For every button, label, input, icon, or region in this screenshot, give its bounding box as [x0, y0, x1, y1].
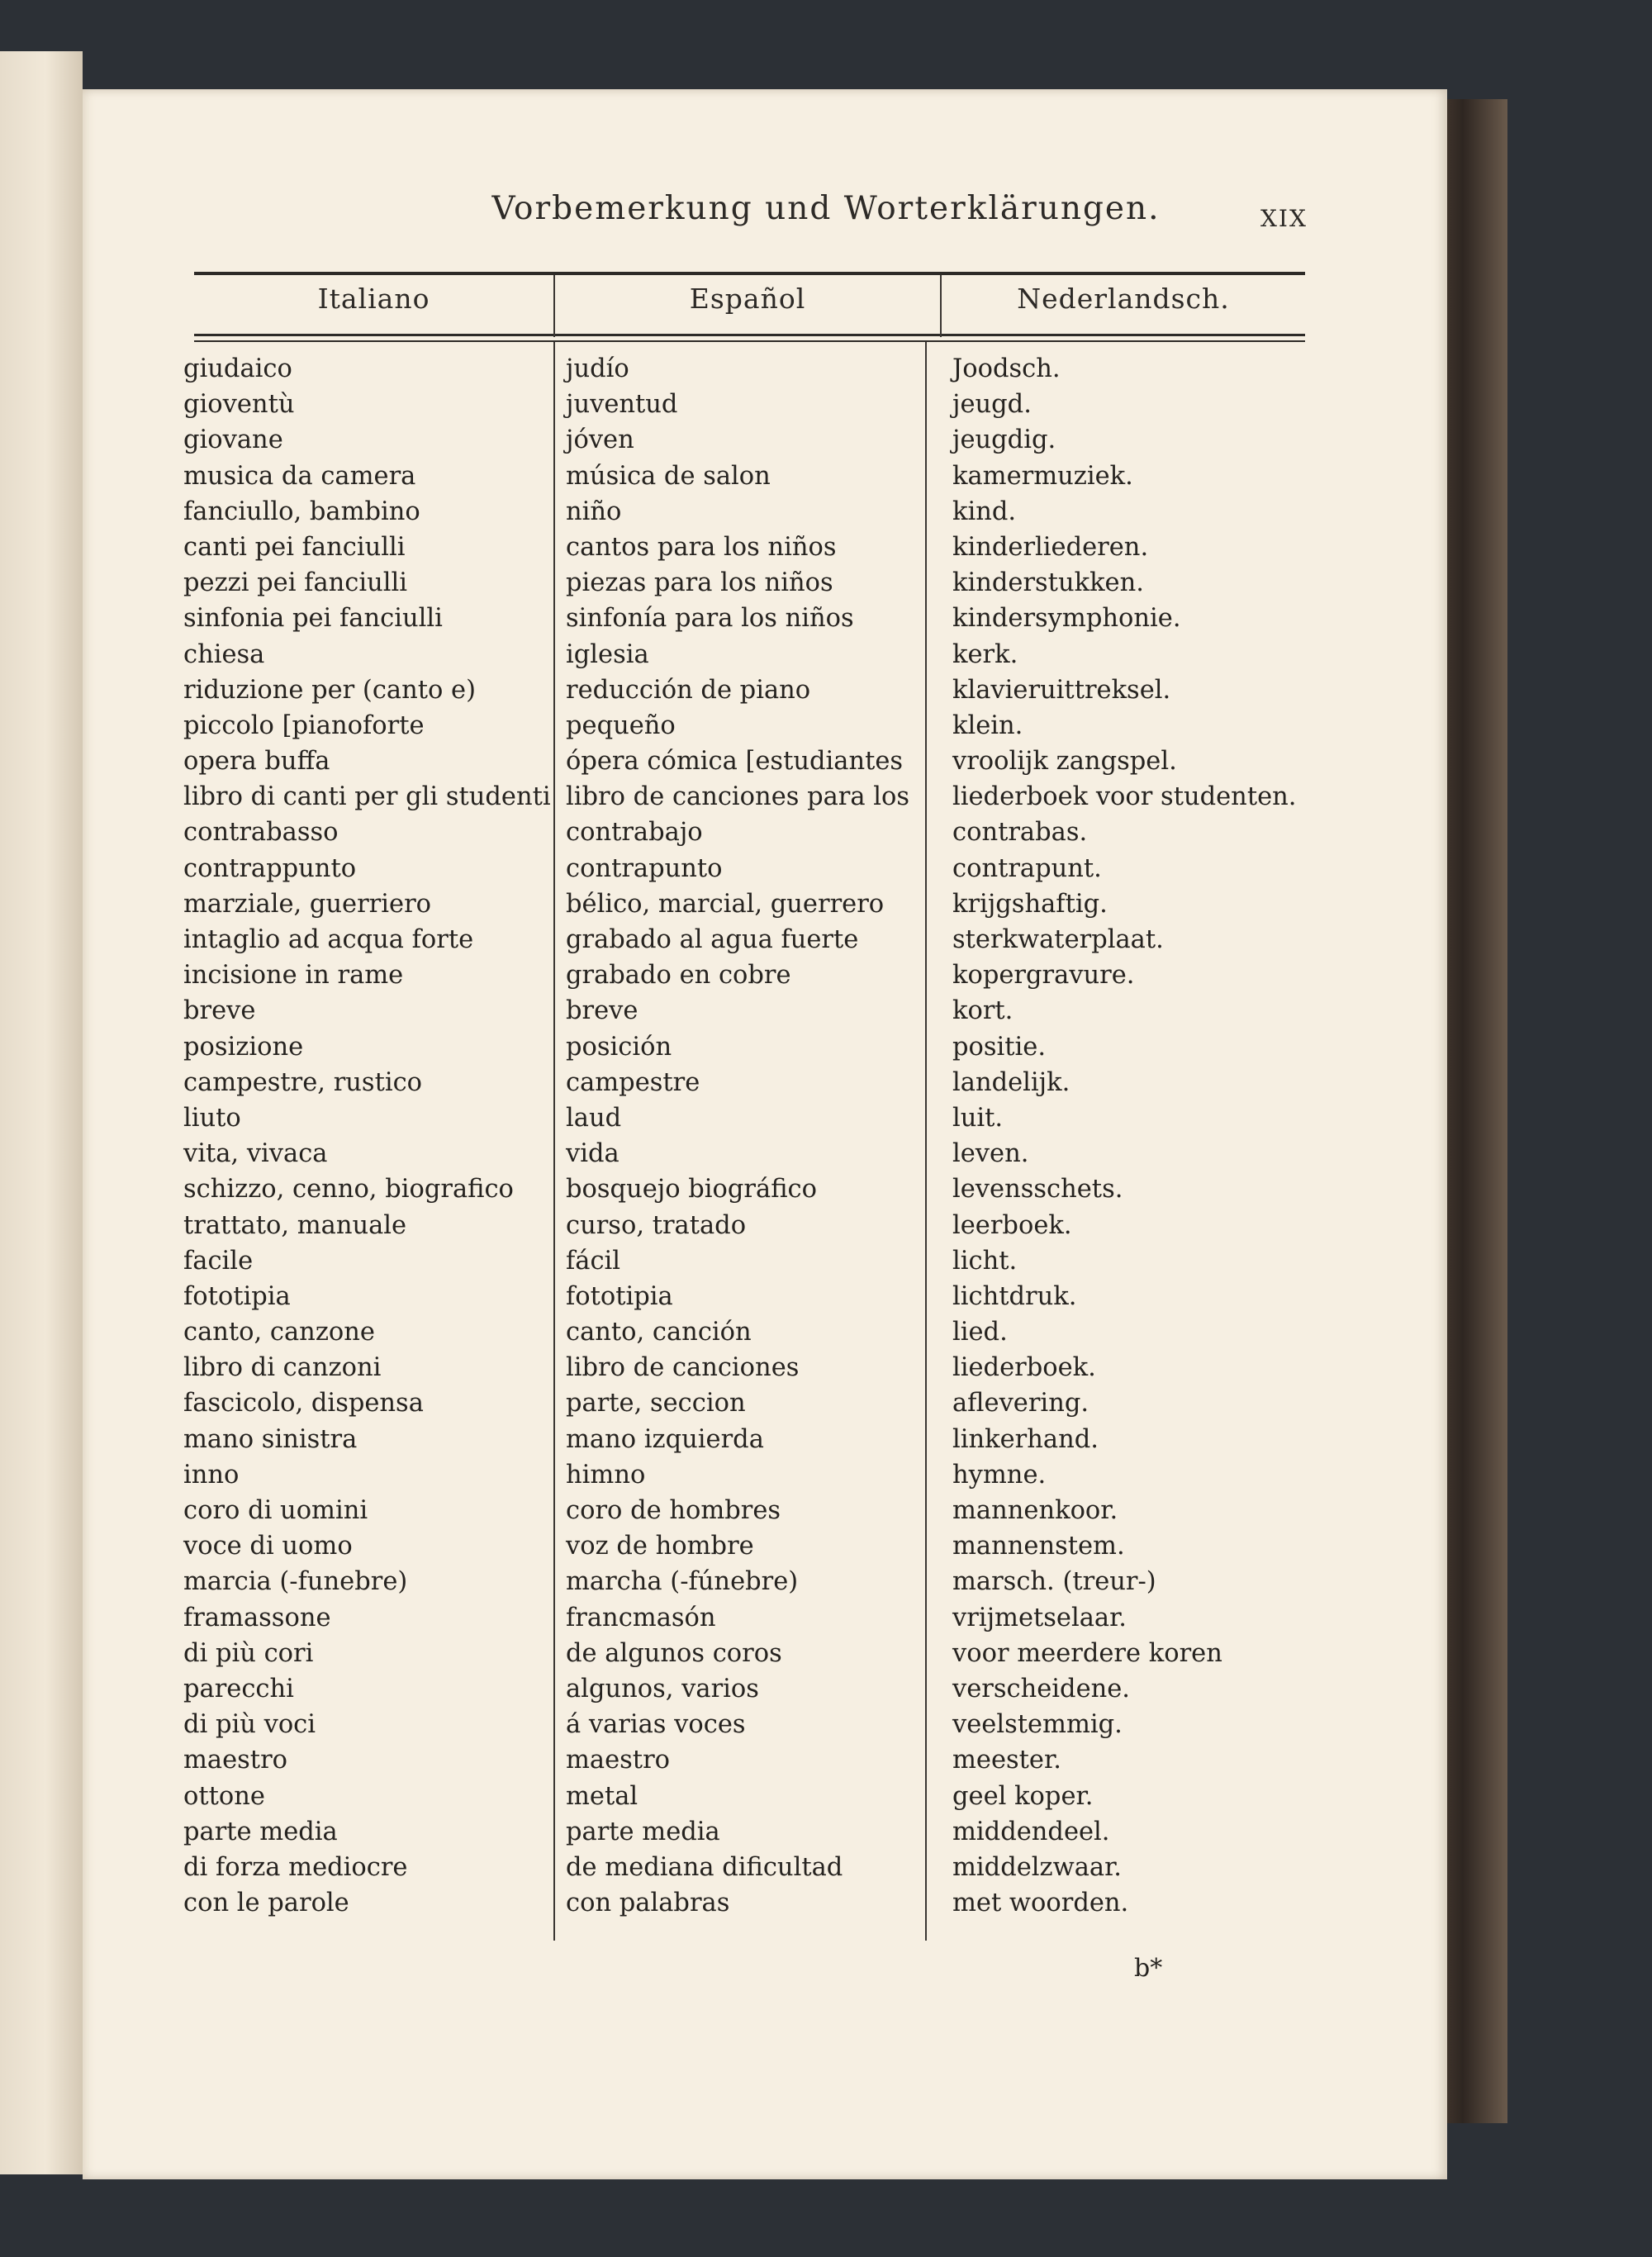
list-item: iglesia	[566, 639, 649, 669]
list-item: canti pei fanciulli	[183, 532, 406, 562]
list-item: middelzwaar.	[952, 1852, 1122, 1882]
list-item: jóven	[566, 425, 634, 455]
list-item: contrappunto	[183, 853, 357, 883]
list-item: parte media	[183, 1817, 338, 1846]
header-rule	[194, 334, 1305, 336]
list-item: campestre	[566, 1067, 700, 1097]
facing-page-edge	[0, 51, 83, 2174]
list-item: juventud	[566, 390, 678, 420]
list-item: liederboek voor studenten.	[952, 782, 1297, 812]
list-item: breve	[183, 996, 256, 1026]
list-item: mannenstem.	[952, 1532, 1125, 1561]
list-item: incisione in rame	[183, 961, 404, 991]
list-item: chiesa	[183, 639, 265, 669]
list-item: di forza mediocre	[183, 1852, 408, 1882]
list-item: laud	[566, 1103, 622, 1133]
list-item: lichtdruk.	[952, 1281, 1077, 1311]
page-number: XIX	[1260, 205, 1308, 232]
list-item: grabado en cobre	[566, 961, 791, 991]
list-item: libro di canti per gli studenti	[183, 782, 551, 812]
list-item: bosquejo biográfico	[566, 1175, 817, 1205]
list-item: maestro	[566, 1746, 671, 1775]
list-item: giudaico	[183, 354, 292, 383]
list-item: ópera cómica [estudiantes	[566, 747, 904, 777]
list-item: libro de canciones	[566, 1353, 800, 1383]
list-item: middendeel.	[952, 1817, 1110, 1846]
list-item: libro di canzoni	[183, 1353, 382, 1383]
list-item: de algunos coros	[566, 1638, 782, 1668]
column-nederlandsch	[952, 351, 1308, 1921]
list-item: positie.	[952, 1032, 1047, 1062]
list-item: voor meerdere koren	[952, 1638, 1222, 1668]
list-item: metal	[566, 1781, 638, 1811]
list-item: leven.	[952, 1139, 1029, 1169]
list-item: canto, canción	[566, 1318, 752, 1347]
list-item: parte media	[566, 1817, 720, 1846]
list-item: reducción de piano	[566, 675, 811, 705]
list-item: de mediana dificultad	[566, 1852, 843, 1882]
list-item: vita, vivaca	[183, 1139, 328, 1169]
list-item: Joodsch.	[952, 354, 1061, 383]
list-item: jeugdig.	[952, 425, 1056, 455]
list-item: liuto	[183, 1103, 241, 1133]
list-item: inno	[183, 1460, 240, 1490]
column-header-espanol: Español	[689, 283, 806, 315]
list-item: pequeño	[566, 710, 676, 740]
list-item: niño	[566, 497, 622, 526]
list-item: coro di uomini	[183, 1496, 368, 1525]
list-item: vrijmetselaar.	[952, 1603, 1127, 1632]
list-item: klein.	[952, 710, 1023, 740]
column-header-italiano: Italiano	[317, 283, 430, 315]
list-item: himno	[566, 1460, 646, 1490]
list-item: levensschets.	[952, 1175, 1123, 1205]
list-item: riduzione per (canto e)	[183, 675, 476, 705]
header-rule-double	[194, 340, 1305, 342]
list-item: voz de hombre	[566, 1532, 754, 1561]
list-item: contrapunto	[566, 853, 723, 883]
list-item: vida	[566, 1139, 620, 1169]
list-item: música de salon	[566, 461, 771, 491]
column-divider	[925, 342, 927, 1941]
list-item: linkerhand.	[952, 1424, 1099, 1454]
column-italiano	[183, 351, 553, 1921]
list-item: á varias voces	[566, 1710, 746, 1740]
list-item: opera buffa	[183, 747, 330, 777]
list-item: kamermuziek.	[952, 461, 1133, 491]
list-item: landelijk.	[952, 1067, 1070, 1097]
list-item: posizione	[183, 1032, 304, 1062]
list-item: contrapunt.	[952, 853, 1102, 883]
list-item: gioventù	[183, 390, 295, 420]
list-item: fanciullo, bambino	[183, 497, 420, 526]
list-item: maestro	[183, 1746, 288, 1775]
table-top-rule	[194, 272, 1305, 275]
list-item: piezas para los niños	[566, 568, 833, 598]
list-item: luit.	[952, 1103, 1004, 1133]
list-item: veelstemmig.	[952, 1710, 1123, 1740]
list-item: cantos para los niños	[566, 532, 837, 562]
list-item: sinfonía para los niños	[566, 604, 854, 634]
list-item: met woorden.	[952, 1889, 1129, 1918]
list-item: marziale, guerriero	[183, 889, 432, 919]
list-item: algunos, varios	[566, 1674, 759, 1703]
list-item: klavieruittreksel.	[952, 675, 1171, 705]
list-item: fototipia	[183, 1281, 291, 1311]
list-item: breve	[566, 996, 638, 1026]
list-item: schizzo, cenno, biografico	[183, 1175, 514, 1205]
list-item: aflevering.	[952, 1389, 1089, 1418]
list-item: contrabajo	[566, 818, 703, 848]
list-item: framassone	[183, 1603, 331, 1632]
list-item: francmasón	[566, 1603, 716, 1632]
list-item: kind.	[952, 497, 1017, 526]
list-item: piccolo [pianoforte	[183, 710, 425, 740]
list-item: giovane	[183, 425, 283, 455]
list-item: contrabas.	[952, 818, 1088, 848]
column-espanol	[566, 351, 921, 1921]
list-item: parecchi	[183, 1674, 294, 1703]
list-item: leerboek.	[952, 1210, 1072, 1240]
list-item: kopergravure.	[952, 961, 1135, 991]
list-item: facile	[183, 1246, 254, 1276]
list-item: ottone	[183, 1781, 265, 1811]
list-item: trattato, manuale	[183, 1210, 407, 1240]
list-item: parte, seccion	[566, 1389, 746, 1418]
list-item: kerk.	[952, 639, 1018, 669]
column-header-nederlandsch: Nederlandsch.	[1017, 283, 1230, 315]
list-item: mano sinistra	[183, 1424, 358, 1454]
column-divider	[553, 342, 555, 1941]
list-item: musica da camera	[183, 461, 416, 491]
list-item: libro de canciones para los	[566, 782, 910, 812]
list-item: fototipia	[566, 1281, 673, 1311]
list-item: di più voci	[183, 1710, 316, 1740]
list-item: con palabras	[566, 1889, 730, 1918]
list-item: jeugd.	[952, 390, 1032, 420]
list-item: liederboek.	[952, 1353, 1096, 1383]
list-item: campestre, rustico	[183, 1067, 423, 1097]
list-item: pezzi pei fanciulli	[183, 568, 408, 598]
list-item: marcia (-funebre)	[183, 1567, 408, 1597]
list-item: intaglio ad acqua forte	[183, 925, 474, 954]
list-item: fascicolo, dispensa	[183, 1389, 424, 1418]
list-item: geel koper.	[952, 1781, 1094, 1811]
list-item: marcha (-fúnebre)	[566, 1567, 799, 1597]
list-item: licht.	[952, 1246, 1018, 1276]
list-item: fácil	[566, 1246, 621, 1276]
signature-mark: b*	[1134, 1954, 1163, 1983]
list-item: mannenkoor.	[952, 1496, 1118, 1525]
list-item: coro de hombres	[566, 1496, 781, 1525]
list-item: grabado al agua fuerte	[566, 925, 859, 954]
list-item: contrabasso	[183, 818, 339, 848]
list-item: judío	[566, 354, 629, 383]
list-item: kindersymphonie.	[952, 604, 1181, 634]
list-item: kinderstukken.	[952, 568, 1144, 598]
list-item: bélico, marcial, guerrero	[566, 889, 885, 919]
list-item: posición	[566, 1032, 672, 1062]
list-item: kinderliederen.	[952, 532, 1149, 562]
list-item: krijgshaftig.	[952, 889, 1108, 919]
list-item: meester.	[952, 1746, 1061, 1775]
list-item: di più cori	[183, 1638, 314, 1668]
list-item: mano izquierda	[566, 1424, 764, 1454]
list-item: kort.	[952, 996, 1014, 1026]
list-item: lied.	[952, 1318, 1008, 1347]
list-item: hymne.	[952, 1460, 1047, 1490]
list-item: voce di uomo	[183, 1532, 353, 1561]
list-item: con le parole	[183, 1889, 349, 1918]
list-item: marsch. (treur-)	[952, 1567, 1156, 1597]
list-item: sinfonia pei fanciulli	[183, 604, 443, 634]
list-item: canto, canzone	[183, 1318, 375, 1347]
running-head: Vorbemerkung und Worterklärungen.	[491, 190, 1161, 227]
list-item: verscheidene.	[952, 1674, 1131, 1703]
list-item: sterkwaterplaat.	[952, 925, 1164, 954]
list-item: curso, tratado	[566, 1210, 747, 1240]
list-item: vroolijk zangspel.	[952, 747, 1177, 777]
